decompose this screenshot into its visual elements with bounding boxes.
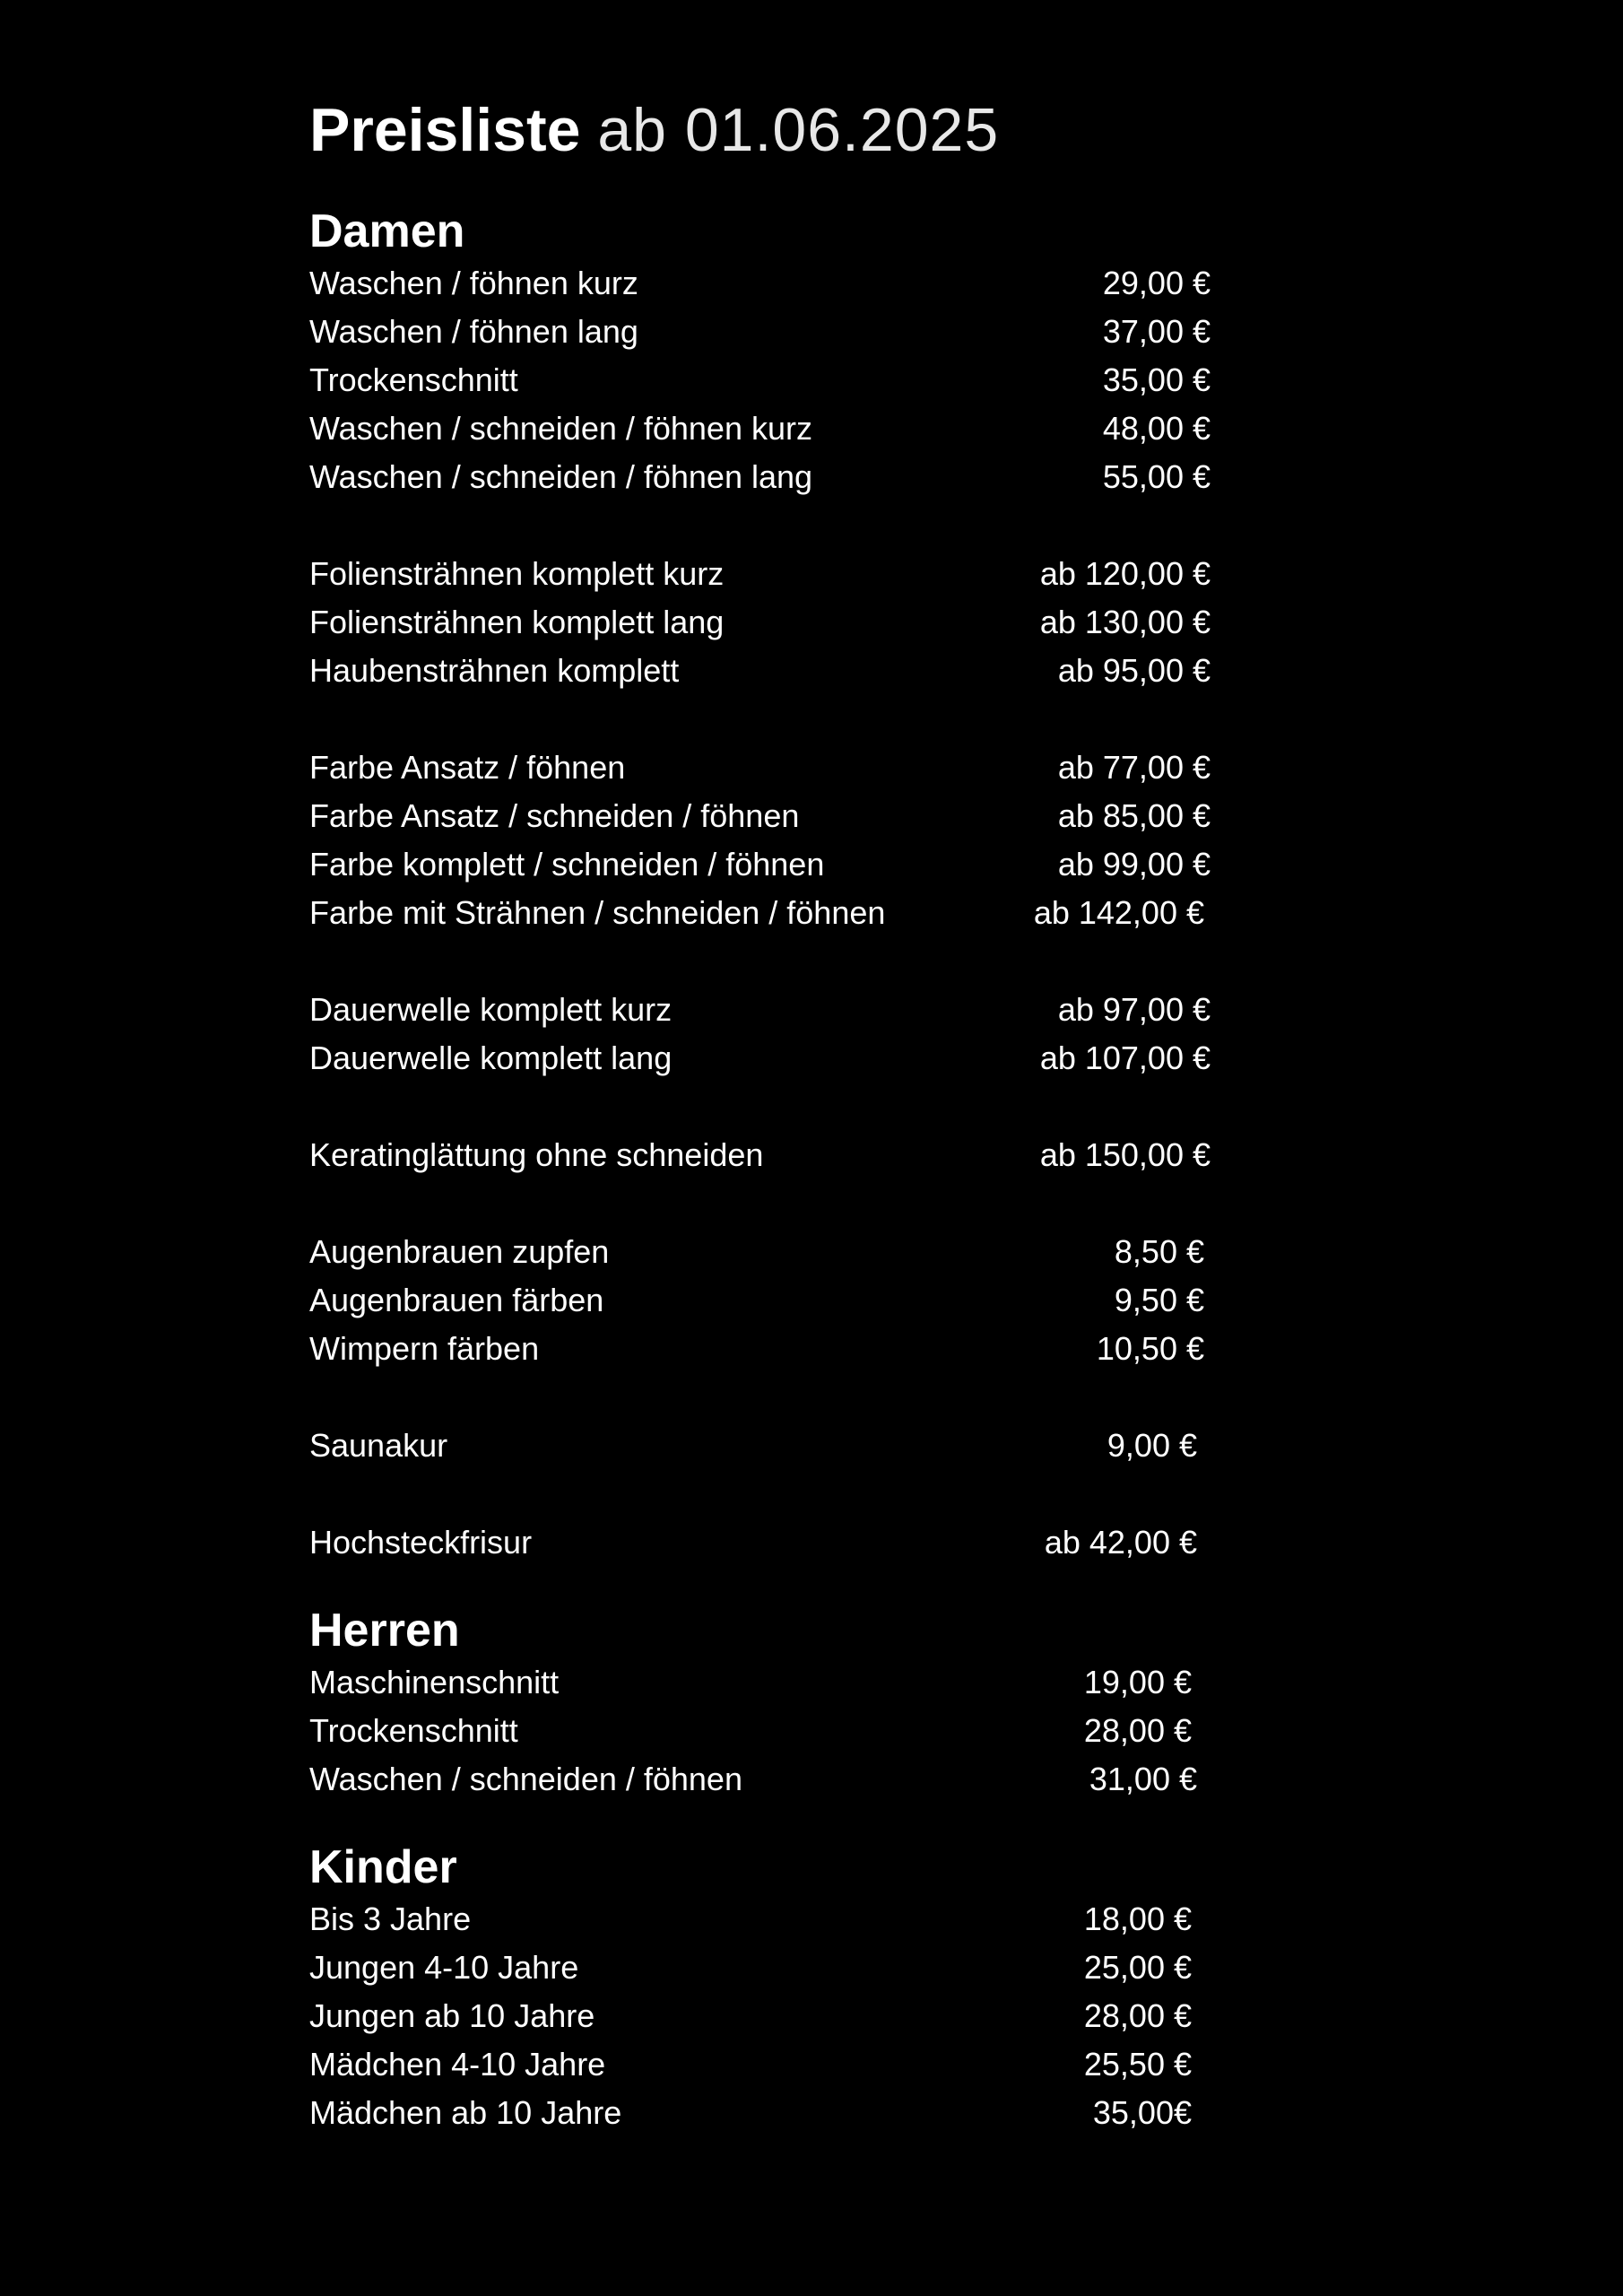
price-group	[309, 1518, 1367, 1567]
price-row	[309, 550, 1367, 598]
service-label: Waschen / föhnen lang	[309, 313, 638, 350]
service-price: ab 77,00 €	[1057, 749, 1211, 786]
price-group	[309, 259, 1367, 501]
section-damen	[309, 204, 1367, 1567]
service-label: Farbe Ansatz / föhnen	[309, 749, 626, 786]
price-row	[309, 744, 1367, 792]
price-row	[309, 840, 1367, 889]
price-group	[309, 1422, 1367, 1470]
price-row	[309, 1755, 1367, 1804]
price-row	[309, 986, 1367, 1034]
service-label: Farbe Ansatz / schneiden / föhnen	[309, 797, 800, 834]
service-label: Trockenschnitt	[309, 1712, 518, 1749]
price-row	[309, 453, 1367, 501]
price-row	[309, 1276, 1367, 1325]
service-price: 9,00 €	[1107, 1427, 1197, 1464]
service-label: Farbe komplett / schneiden / föhnen	[309, 846, 825, 883]
service-label: Jungen ab 10 Jahre	[309, 1997, 595, 2034]
service-label: Mädchen 4-10 Jahre	[309, 2046, 606, 2083]
price-row	[309, 1228, 1367, 1276]
service-price: ab 130,00 €	[1039, 604, 1211, 640]
service-label: Waschen / schneiden / föhnen lang	[309, 458, 813, 495]
price-group	[309, 1228, 1367, 1373]
service-label: Waschen / föhnen kurz	[309, 265, 638, 301]
service-price: 9,50 €	[1114, 1282, 1204, 1318]
price-row	[309, 889, 1367, 937]
service-price: 19,00 €	[1083, 1664, 1192, 1700]
service-label: Trockenschnitt	[309, 361, 518, 398]
service-label: Keratinglättung ohne schneiden	[309, 1136, 764, 1173]
price-row	[309, 1518, 1367, 1567]
service-price: 29,00 €	[1102, 265, 1211, 301]
section-heading-kinder: Kinder	[309, 1841, 457, 1893]
service-price: ab 99,00 €	[1057, 846, 1211, 883]
service-price: 25,00 €	[1083, 1949, 1192, 1986]
price-row	[309, 1325, 1367, 1373]
price-group	[309, 744, 1367, 937]
service-price: 35,00€	[1092, 2094, 1192, 2131]
service-label: Foliensträhnen komplett kurz	[309, 555, 725, 592]
page-title-date: ab 01.06.2025	[597, 96, 1000, 164]
service-label: Saunakur	[309, 1427, 448, 1464]
service-label: Haubensträhnen komplett	[309, 652, 680, 689]
service-label: Farbe mit Strähnen / schneiden / föhnen	[309, 894, 886, 931]
price-row	[309, 1034, 1367, 1083]
service-label: Waschen / schneiden / föhnen kurz	[309, 410, 812, 447]
service-price: 8,50 €	[1114, 1233, 1204, 1270]
price-row	[309, 356, 1367, 404]
service-price: ab 142,00 €	[1033, 894, 1204, 931]
price-row	[309, 1944, 1367, 1992]
service-label: Wimpern färben	[309, 1330, 540, 1367]
price-group	[309, 1131, 1367, 1179]
service-price: 48,00 €	[1102, 410, 1211, 447]
service-label: Maschinenschnitt	[309, 1664, 560, 1700]
service-price: ab 97,00 €	[1057, 991, 1211, 1028]
service-price: 31,00 €	[1089, 1761, 1197, 1797]
section-herren	[309, 1603, 1367, 1804]
section-kinder	[309, 1839, 1367, 2137]
price-row	[309, 647, 1367, 695]
price-list	[309, 94, 1367, 2137]
service-price: 28,00 €	[1083, 1997, 1192, 2034]
price-group	[309, 986, 1367, 1083]
service-price: ab 107,00 €	[1039, 1039, 1211, 1076]
page-title	[309, 94, 1367, 166]
service-price: 37,00 €	[1102, 313, 1211, 350]
price-row	[309, 1131, 1367, 1179]
price-row	[309, 1895, 1367, 1944]
service-price: ab 42,00 €	[1044, 1524, 1197, 1561]
service-label: Dauerwelle komplett lang	[309, 1039, 673, 1076]
service-price: 35,00 €	[1102, 361, 1211, 398]
section-heading-herren: Herren	[309, 1605, 460, 1657]
service-price: ab 95,00 €	[1057, 652, 1211, 689]
service-price: ab 120,00 €	[1039, 555, 1211, 592]
service-label: Waschen / schneiden / föhnen	[309, 1761, 742, 1797]
price-row	[309, 598, 1367, 647]
price-group	[309, 1658, 1367, 1804]
price-row	[309, 1422, 1367, 1470]
service-label: Bis 3 Jahre	[309, 1900, 472, 1937]
price-row	[309, 308, 1367, 356]
price-group	[309, 550, 1367, 695]
service-price: ab 150,00 €	[1039, 1136, 1211, 1173]
price-row	[309, 259, 1367, 308]
service-label: Mädchen ab 10 Jahre	[309, 2094, 622, 2131]
price-row	[309, 2040, 1367, 2089]
service-price: 10,50 €	[1096, 1330, 1204, 1367]
service-price: 25,50 €	[1083, 2046, 1192, 2083]
service-price: 28,00 €	[1083, 1712, 1192, 1749]
price-row	[309, 1992, 1367, 2040]
service-label: Augenbrauen färben	[309, 1282, 604, 1318]
price-row	[309, 404, 1367, 453]
price-row	[309, 2089, 1367, 2137]
price-row	[309, 792, 1367, 840]
service-label: Dauerwelle komplett kurz	[309, 991, 673, 1028]
service-label: Jungen 4-10 Jahre	[309, 1949, 579, 1986]
price-row	[309, 1658, 1367, 1707]
price-row	[309, 1707, 1367, 1755]
service-price: 18,00 €	[1083, 1900, 1192, 1937]
price-group	[309, 1895, 1367, 2137]
page-title-main: Preisliste	[309, 96, 581, 164]
service-price: ab 85,00 €	[1057, 797, 1211, 834]
service-label: Augenbrauen zupfen	[309, 1233, 610, 1270]
service-price: 55,00 €	[1102, 458, 1211, 495]
service-label: Hochsteckfrisur	[309, 1524, 533, 1561]
service-label: Foliensträhnen komplett lang	[309, 604, 725, 640]
section-heading-damen: Damen	[309, 205, 465, 257]
